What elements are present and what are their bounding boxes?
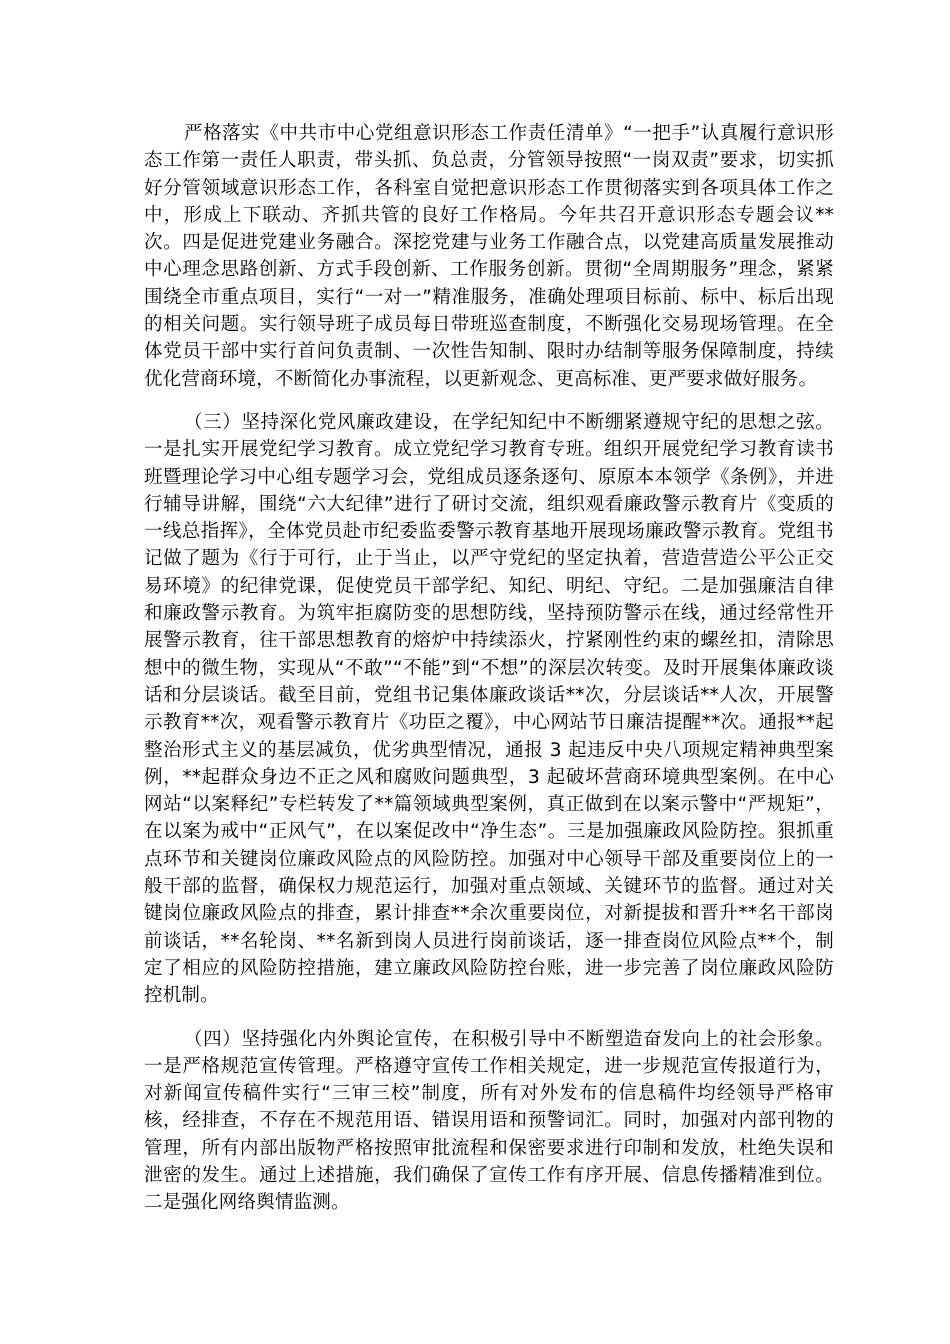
document-page bbox=[144, 120, 834, 1233]
paragraph-ideology-responsibility: 严格落实《中共市中心党组意识形态工作责任清单》“一把手”认真履行意识形态工作第一责任人职责，带头抓、负总责，分管领导按照“一岗双责”要求，切实抓好分管领域意识形态工作，各科室自觉把意识形态工作贯彻落实到各项具体工作之中，形成上下联动、齐抓共管的良好工作格局。今年共召开意识形态专题会议**次。四是促进党建业务融合。深挖党建与业务工作融合点，以党建高质量发展推动中心理念思路创新、方式手段创新、工作服务创新。贯彻“全周期服务”理念，紧紧围绕全市重点项目，实行“一对一”精准服务，准确处理项目标前、标中、标后出现的相关问题。实行领导班子成员每日带班巡查制度，不断强化交易现场管理。在全体党员干部中实行首问负责制、一次性告知制、限时办结制等服务保障制度，持续优化营商环境，不断简化办事流程，以更新观念、更高标准、更严要求做好服务。 bbox=[144, 123, 834, 390]
paragraph-integrity-building: （三）坚持深化党风廉政建设，在学纪知纪中不断绷紧遵规守纪的思想之弦。一是扎实开展党纪学习教育。成立党纪学习教育专班。组织开展党纪学习教育读书班暨理论学习中心组专题学习会，党组成员逐条逐句、原原本本领学《条例》，并进行辅导讲解，围绕“六大纪律”进行了研讨交流，组织观看廉政警示教育片《变质的一线总指挥》，全体党员赴市纪委监委警示教育基地开展现场廉政警示教育。党组书记做了题为《行于可行，止于当止，以严守党纪的坚定执着，营造营造公平公正交易环境》的纪律党课，促使党员干部学纪、知纪、明纪、守纪。二是加强廉洁自律和廉政警示教育。为筑牢拒腐防变的思想防线，坚持预防警示在线，通过经常性开展警示教育，往干部思想教育的熔炉中持续添火，拧紧刚性约束的螺丝扣，清除思想中的微生物，实现从“不敢”“不能”到“不想”的深层次转变。及时开展集体廉政谈话和分层谈话。截至目前，党组书记集体廉政谈话**次，分层谈话**人次，开展警示教育**次，观看警示教育片《功臣之覆》，中心网站节日廉洁提醒**次。通报**起整治形式主义的基层减负，优劣典型情况，通报 3 起违反中央八项规定精神典型案例，**起群众身边不正之风和腐败问题典型，3 起破坏营商环境典型案例。在中心网站“以案释纪”专栏转发了**篇领域典型案例，真正做到在以案示警中“严规矩”，在以案为戒中“正风气”，在以案促改中“净生态”。三是加强廉政风险防控。狠抓重点环节和关键岗位廉政风险点的风险防控。加强对中心领导干部及重要岗位上的一般干部的监督，确保权力规范运行，加强对重点领域、关键环节的监督。通过对关键岗位廉政风险点的排查，累计排查**余次重要岗位，对新提拔和晋升**名干部岗前谈话，**名轮岗、**名新到岗人员进行岗前谈话，逐一排查岗位风险点**个，制定了相应的风险防控措施，建立廉政风险防控台账，进一步完善了岗位廉政风险防控机制。 bbox=[144, 411, 834, 1007]
paragraph-public-opinion: （四）坚持强化内外舆论宣传，在积极引导中不断塑造奋发向上的社会形象。一是严格规范宣传管理。严格遵守宣传工作相关规定，进一步规范宣传报道行为，对新闻宣传稿件实行“三审三校”制度，所有对外发布的信息稿件均经领导严格审核，经排查，不存在不规范用语、错误用语和预警词汇。同时，加强对内部刊物的管理，所有内部出版物严格按照审批流程和保密要求进行印制和发放，杜绝失误和泄密的发生。通过上述措施，我们确保了宣传工作有序开展、信息传播精准到位。二是强化网络舆情监测。 bbox=[144, 1028, 834, 1214]
